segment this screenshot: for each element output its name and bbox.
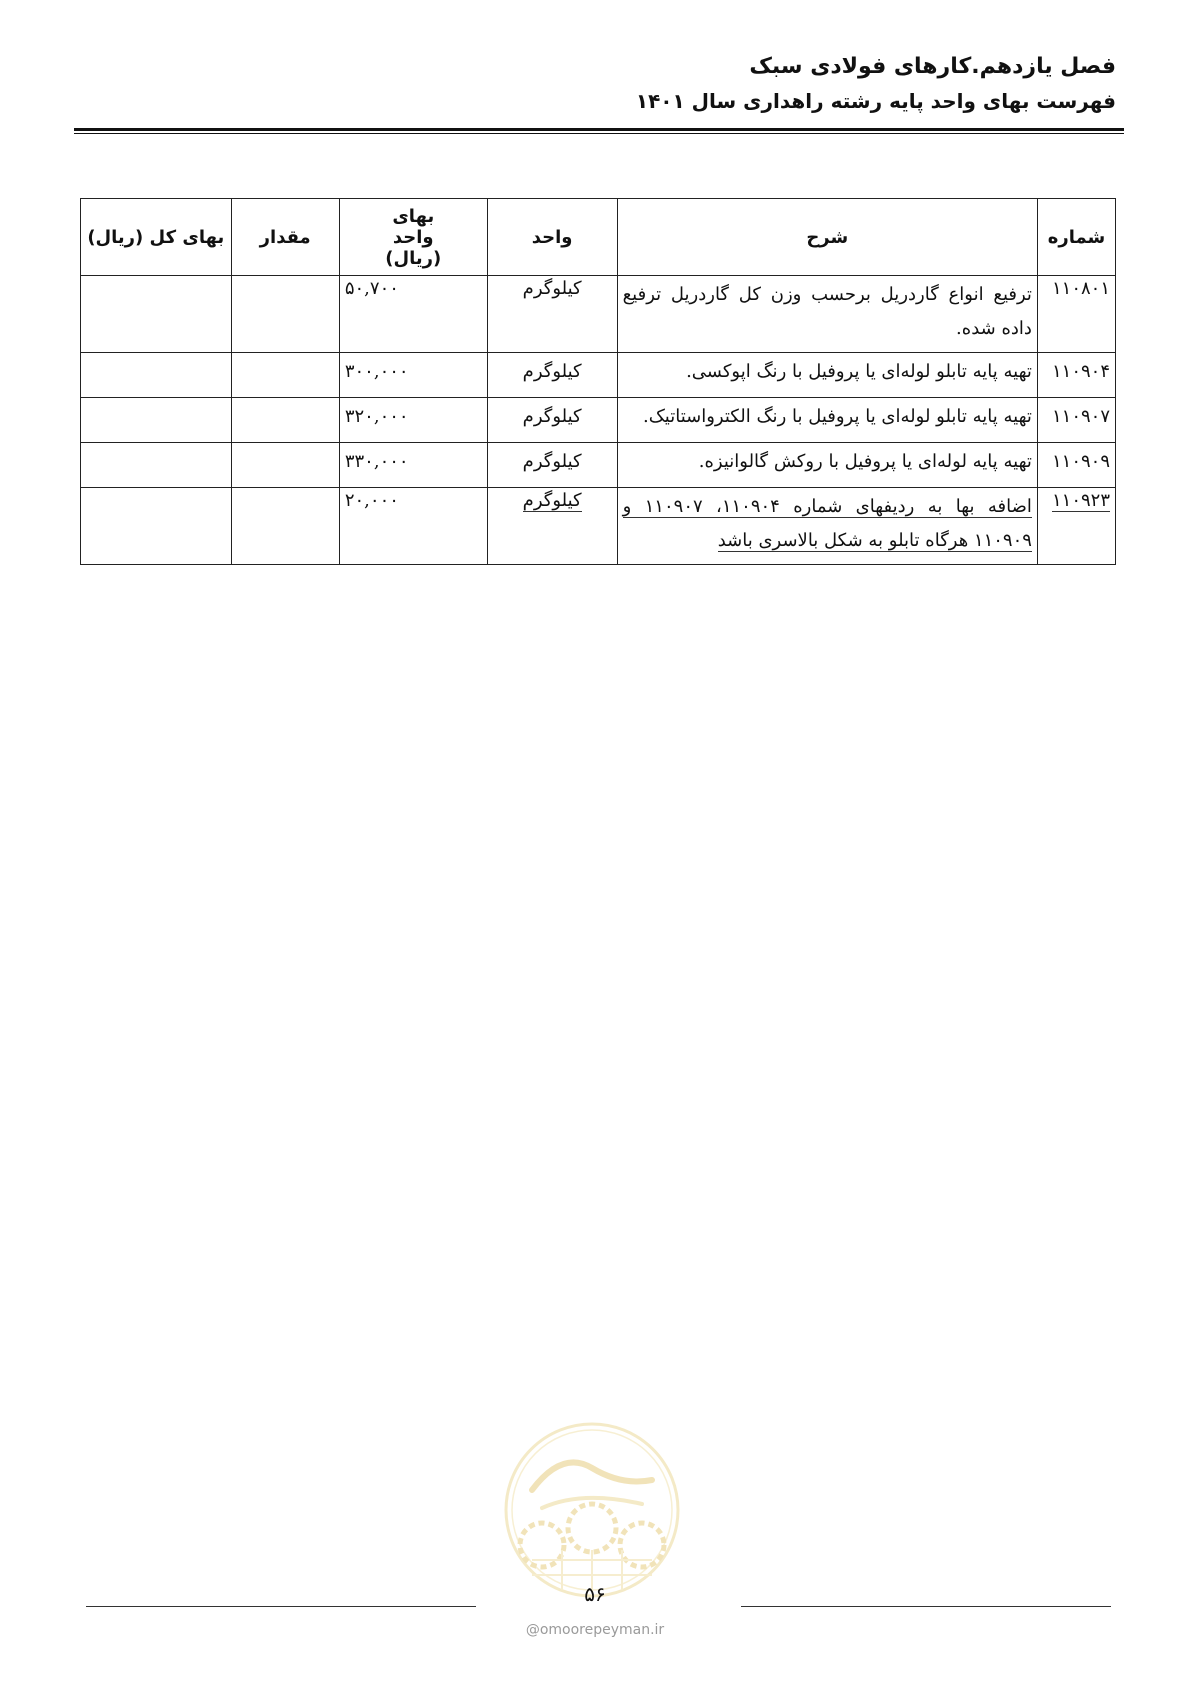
item-description: تهیه پایه تابلو لوله‌ای یا پروفیل با رنگ اپوکسی. [617,353,1037,398]
item-unit-price: ۳۰۰,۰۰۰ [339,353,487,398]
page-number: ۵۶ [584,1582,606,1606]
table-row [81,276,1116,353]
footer-divider-left [86,1606,476,1607]
col-header-desc: شرح [617,199,1037,276]
item-total [81,398,232,443]
item-unit-price: ۳۳۰,۰۰۰ [339,443,487,488]
footer-divider-right [741,1606,1111,1607]
col-header-unit: واحد [487,199,617,276]
table-row [81,443,1116,488]
table-header-row [81,199,1116,276]
website-watermark [510,1622,680,1638]
at-icon: @ [525,1622,540,1638]
item-description: ترفیع انواع گاردریل برحسب وزن کل گاردریل ترفیع داده شده. [617,276,1037,353]
website-text: omoorepeyman.ir [539,1622,665,1638]
item-code: ۱۱۰۹۰۷ [1037,398,1115,443]
item-description: اضافه بها به ردیفهای شماره ۱۱۰۹۰۴، ۱۱۰۹۰۷ و ۱۱۰۹۰۹ هرگاه تابلو به شکل بالاسری باشد [622,496,1032,551]
item-unit: کیلوگرم [487,276,617,353]
table-row [81,488,1116,565]
item-unit-price: ۵۰,۷۰۰ [339,276,487,353]
item-unit: کیلوگرم [522,490,582,511]
col-header-unit-price: بهای واحد (ریال) [339,199,487,276]
table-row [81,353,1116,398]
item-unit: کیلوگرم [487,353,617,398]
table-row [81,398,1116,443]
item-quantity [231,276,339,353]
item-unit-price: ۳۲۰,۰۰۰ [339,398,487,443]
item-description: تهیه پایه تابلو لوله‌ای یا پروفیل با رنگ الکترواستاتیک. [617,398,1037,443]
item-total [81,276,232,353]
page-header [66,50,1116,118]
item-unit-price: ۲۰,۰۰۰ [339,488,487,565]
item-code: ۱۱۰۹۰۴ [1037,353,1115,398]
item-quantity [231,398,339,443]
item-total [81,488,232,565]
chapter-title: فصل یازدهم.کارهای فولادی سبک [749,54,1116,79]
item-code: ۱۱۰۹۰۹ [1037,443,1115,488]
item-total [81,443,232,488]
document-subtitle: فهرست بهای واحد پایه رشته راهداری سال ۱۴۰۱ [635,89,1116,113]
header-divider [74,128,1124,134]
col-header-total: بهای کل (ریال) [81,199,232,276]
item-unit: کیلوگرم [487,443,617,488]
item-quantity [231,488,339,565]
price-list-table [80,198,1116,565]
item-quantity [231,443,339,488]
col-header-quantity: مقدار [231,199,339,276]
watermark-logo [502,1420,682,1600]
item-quantity [231,353,339,398]
item-code: ۱۱۰۹۲۳ [1051,490,1110,511]
item-code: ۱۱۰۸۰۱ [1037,276,1115,353]
item-unit: کیلوگرم [487,398,617,443]
item-description: تهیه پایه لوله‌ای یا پروفیل با روکش گالوانیزه. [617,443,1037,488]
item-total [81,353,232,398]
col-header-code: شماره [1037,199,1115,276]
